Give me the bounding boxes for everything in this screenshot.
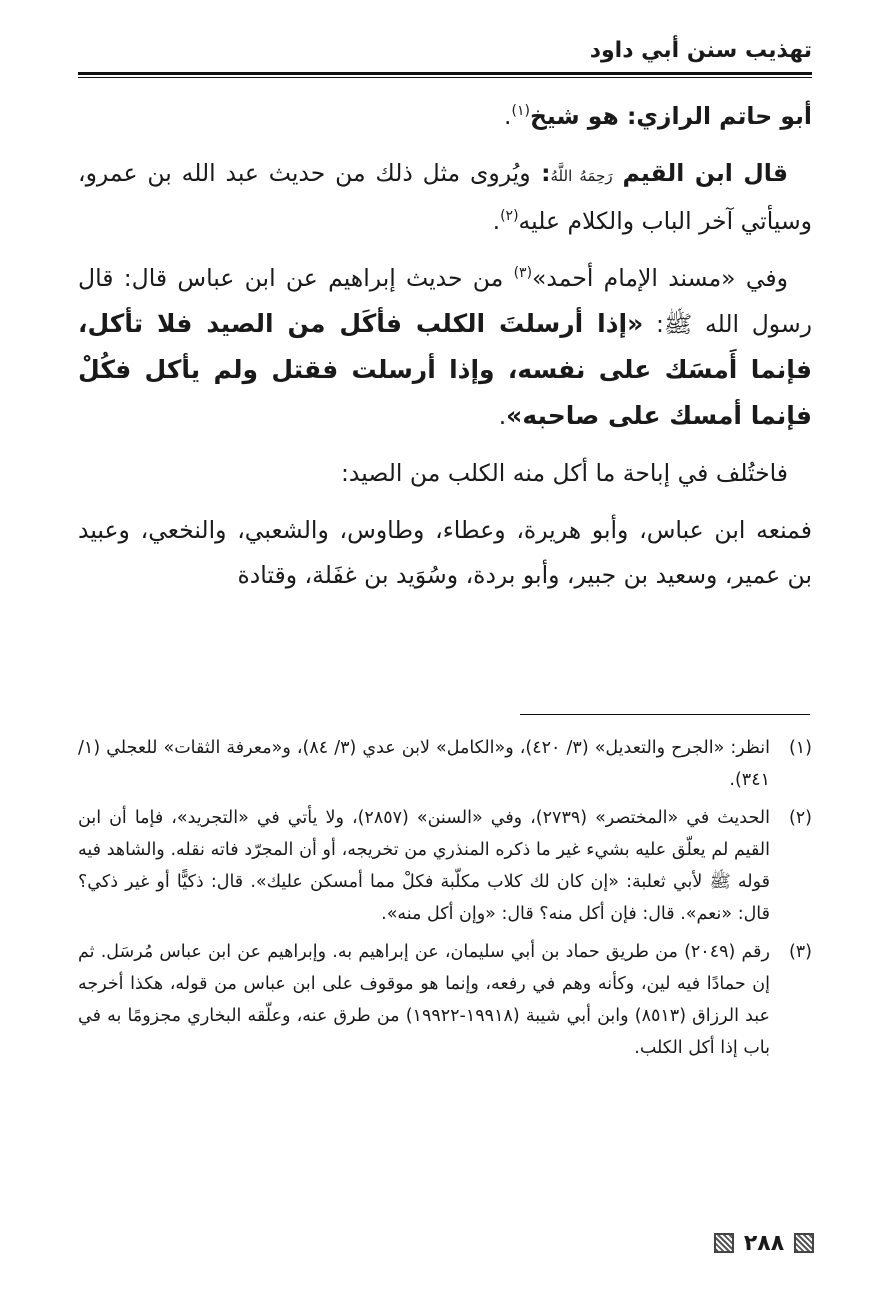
paragraph-3 <box>78 256 812 439</box>
main-text <box>78 94 812 610</box>
header-rule <box>78 72 812 75</box>
p4-text: فاختُلف في إباحة ما أكل منه الكلب من الصيد: <box>340 459 788 487</box>
footnote-ref-3[interactable]: (٣) <box>513 265 533 282</box>
p1-text: أبو حاتم الرازي: هو شيخ <box>529 102 812 130</box>
hadith-text: «إذا أرسلتَ الكلب فأكَل من الصيد فلا تأكل، فإنما أَمسَك على نفسه، وإذا أرسلت فقتل ولم يأكل فكُلْ فإنما أمسك على صاحبه» <box>78 309 812 430</box>
footnote-number: (١) <box>788 738 812 758</box>
footnote <box>78 802 812 930</box>
ornament-icon <box>714 1233 734 1253</box>
footnote-text: رقم (٢٠٤٩) من طريق حماد بن أبي سليمان، عن إبراهيم به. وإبراهيم عن ابن عباس مُرسَل. ثم إن حمادًا فيه لين، وكأنه وهم في رفعه، وإنما هو موقوف على ابن عباس من قوله، هكذا أخرجه عبد الرزاق (٨٥١٣) وابن أبي شيبة (١٩٩١٨-١٩٩٢٢) من طرق عنه، وعلّقه البخاري مجزومًا به في باب إذا أكل الكلب. <box>78 942 771 1058</box>
page-number <box>714 1228 814 1258</box>
honorific: رَحِمَهُ اللَّهُ <box>550 167 613 185</box>
footnote-ref-2[interactable]: (٢) <box>500 208 519 225</box>
running-header <box>78 28 812 78</box>
paragraph-2 <box>78 151 812 244</box>
paragraph-4 <box>78 451 812 496</box>
footnote <box>78 732 812 796</box>
page-number-text: ٢٨٨ <box>743 1230 785 1256</box>
p5-text: فمنعه ابن عباس، وأبو هريرة، وعطاء، وطاوس، والشعبي، والنخعي، وعبيد بن عمير، وسعيد بن جبير، وأبو بردة، وسُوَيد بن غفَلة، وقتادة <box>78 516 812 589</box>
p2-colon: : <box>530 159 551 187</box>
footnote-separator <box>520 714 810 715</box>
paragraph-1 <box>78 94 812 139</box>
footnote <box>78 936 812 1064</box>
speaker-name: قال ابن القيم <box>622 159 788 187</box>
header-title: تهذيب سنن أبي داود <box>589 38 812 63</box>
p3-end: . <box>498 402 507 430</box>
p2-end: . <box>492 207 501 235</box>
p3-text-1: وفي «مسند الإمام أحمد» <box>532 264 788 292</box>
footnote-number: (٣) <box>788 942 812 962</box>
footnote-text: الحديث في «المختصر» (٢٧٣٩)، وفي «السنن» (٢٨٥٧)، ولا يأتي في «التجريد»، فإما أن ابن القيم لم يعلّق عليه بشيء غير ما ذكره المنذري من تخريجه، أو أن المجرّد فاته نقله. والشاهد فيه قوله ﷺ لأبي ثعلبة: «إن كان لك كلاب مكلّبة فكلْ مما أمسكن عليك». قال: ذكيًّا أو غير ذكي؟ قال: «نعم». قال: فإن أكل منه؟ قال: «وإن أكل منه». <box>78 808 770 924</box>
paragraph-5 <box>78 508 812 598</box>
ornament-icon <box>794 1233 814 1253</box>
p2-text: ويُروى مثل ذلك من حديث عبد الله بن عمرو، وسيأتي آخر الباب والكلام عليه <box>78 159 812 235</box>
p1-end: . <box>504 102 512 130</box>
footnotes <box>78 732 812 1070</box>
footnote-text: انظر: «الجرح والتعديل» (٣/ ٤٢٠)، و«الكامل» لابن عدي (٣/ ٨٤)، و«معرفة الثقات» للعجلي (١/ ٣٤١). <box>78 738 771 790</box>
footnote-number: (٢) <box>788 808 812 828</box>
header-rule-thin <box>78 77 812 78</box>
p3-text-2: من حديث إبراهيم عن ابن عباس قال: قال رسول الله ﷺ: <box>78 264 812 338</box>
footnote-ref-1[interactable]: (١) <box>511 103 530 120</box>
